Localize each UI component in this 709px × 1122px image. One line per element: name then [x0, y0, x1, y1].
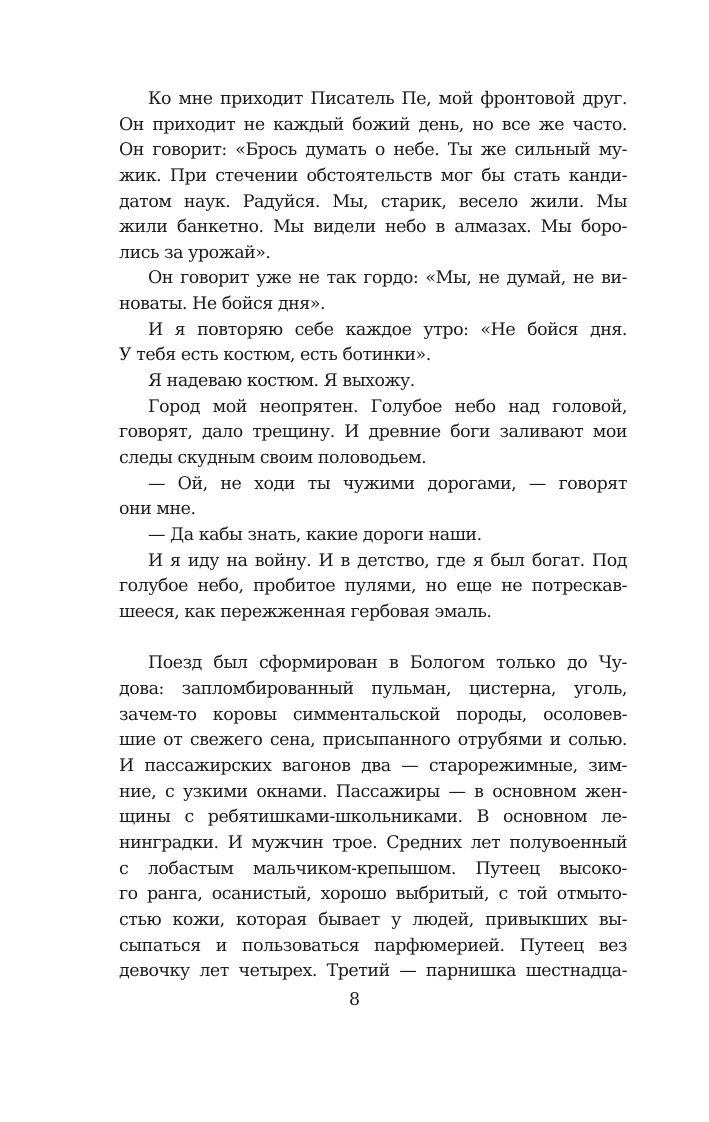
section-one: [119, 87, 627, 625]
text-line: шееся, как пережженная гербовая эмаль.: [119, 601, 492, 622]
text-line: — Да кабы знать, какие дороги наши.: [148, 524, 482, 545]
text-line: Ко мне приходит Писатель Пе, мой фронтовой друг.: [148, 89, 627, 109]
section-two: [119, 651, 627, 984]
text-line: голубое небо, пробитое пулями, но еще не потрескав-: [119, 576, 627, 597]
text-line: Он говорит: «Брось думать о небе. Ты же сильный му-: [119, 140, 627, 161]
text-line: новаты. Не бойся дня».: [119, 294, 326, 315]
text-line: И пассажирских вагонов два — старорежимные, зим-: [119, 756, 627, 777]
text-line: девочку лет четырех. Третий — парнишка шестнадца-: [119, 961, 627, 982]
text-line: щины с ребятишками-школьниками. В основном ле-: [119, 807, 627, 828]
text-line: шие от свежего сена, присыпанного отрубями и солью.: [119, 730, 627, 751]
section-break: [119, 625, 627, 651]
page-number: 8: [348, 990, 361, 1010]
text-line: Я надеваю костюм. Я выхожу.: [148, 371, 415, 392]
text-line: зачем-то коровы симментальской породы, осоловев-: [119, 704, 627, 725]
text-line: У тебя есть костюм, есть ботинки».: [119, 345, 431, 366]
text-line: Он говорит уже не так гордо: «Мы, не думай, не ви-: [148, 268, 627, 289]
text-line: с лобастым мальчиком-крепышом. Путеец высоко-: [119, 858, 627, 879]
text-line: жик. При стечении обстоятельств мог бы стать канди-: [119, 165, 627, 186]
text-line: стью кожи, которая бывает у людей, привыкших вы-: [119, 909, 627, 930]
text-line: сыпаться и пользоваться парфюмерией. Путеец вез: [119, 935, 627, 956]
text-line: они мне.: [119, 499, 196, 520]
text-line: Он приходит не каждый божий день, но все же часто.: [119, 114, 627, 135]
text-line: го ранга, осанистый, хорошо выбритый, с той отмыто-: [119, 884, 627, 905]
text-line: жили банкетно. Мы видели небо в алмазах. Мы боро-: [119, 217, 627, 238]
page-body: [119, 87, 627, 985]
text-line: дова: запломбированный пульман, цистерна, уголь,: [119, 679, 627, 700]
text-line: нинградки. И мужчин трое. Средних лет полувоенный: [119, 832, 627, 853]
text-line: — Ой, не ходи ты чужими дорогами, — говорят: [148, 473, 627, 494]
text-line: датом наук. Радуйся. Мы, старик, весело жили. Мы: [119, 191, 627, 212]
text-line: И я повторяю себе каждое утро: «Не бойся дня.: [148, 319, 627, 340]
text-line: ние, с узкими окнами. Пассажиры — в основном жен-: [119, 781, 627, 802]
text-line: Поезд был сформирован в Бологом только до Чу-: [148, 653, 627, 674]
text-line: Город мой неопрятен. Голубое небо над головой,: [148, 396, 627, 417]
text-line: лись за урожай».: [119, 242, 271, 263]
text-line: говорят, дало трещину. И древние боги заливают мои: [119, 422, 627, 443]
text-line: следы скудным своим половодьем.: [119, 447, 427, 468]
text-line: И я иду на войну. И в детство, где я был богат. Под: [148, 550, 627, 571]
